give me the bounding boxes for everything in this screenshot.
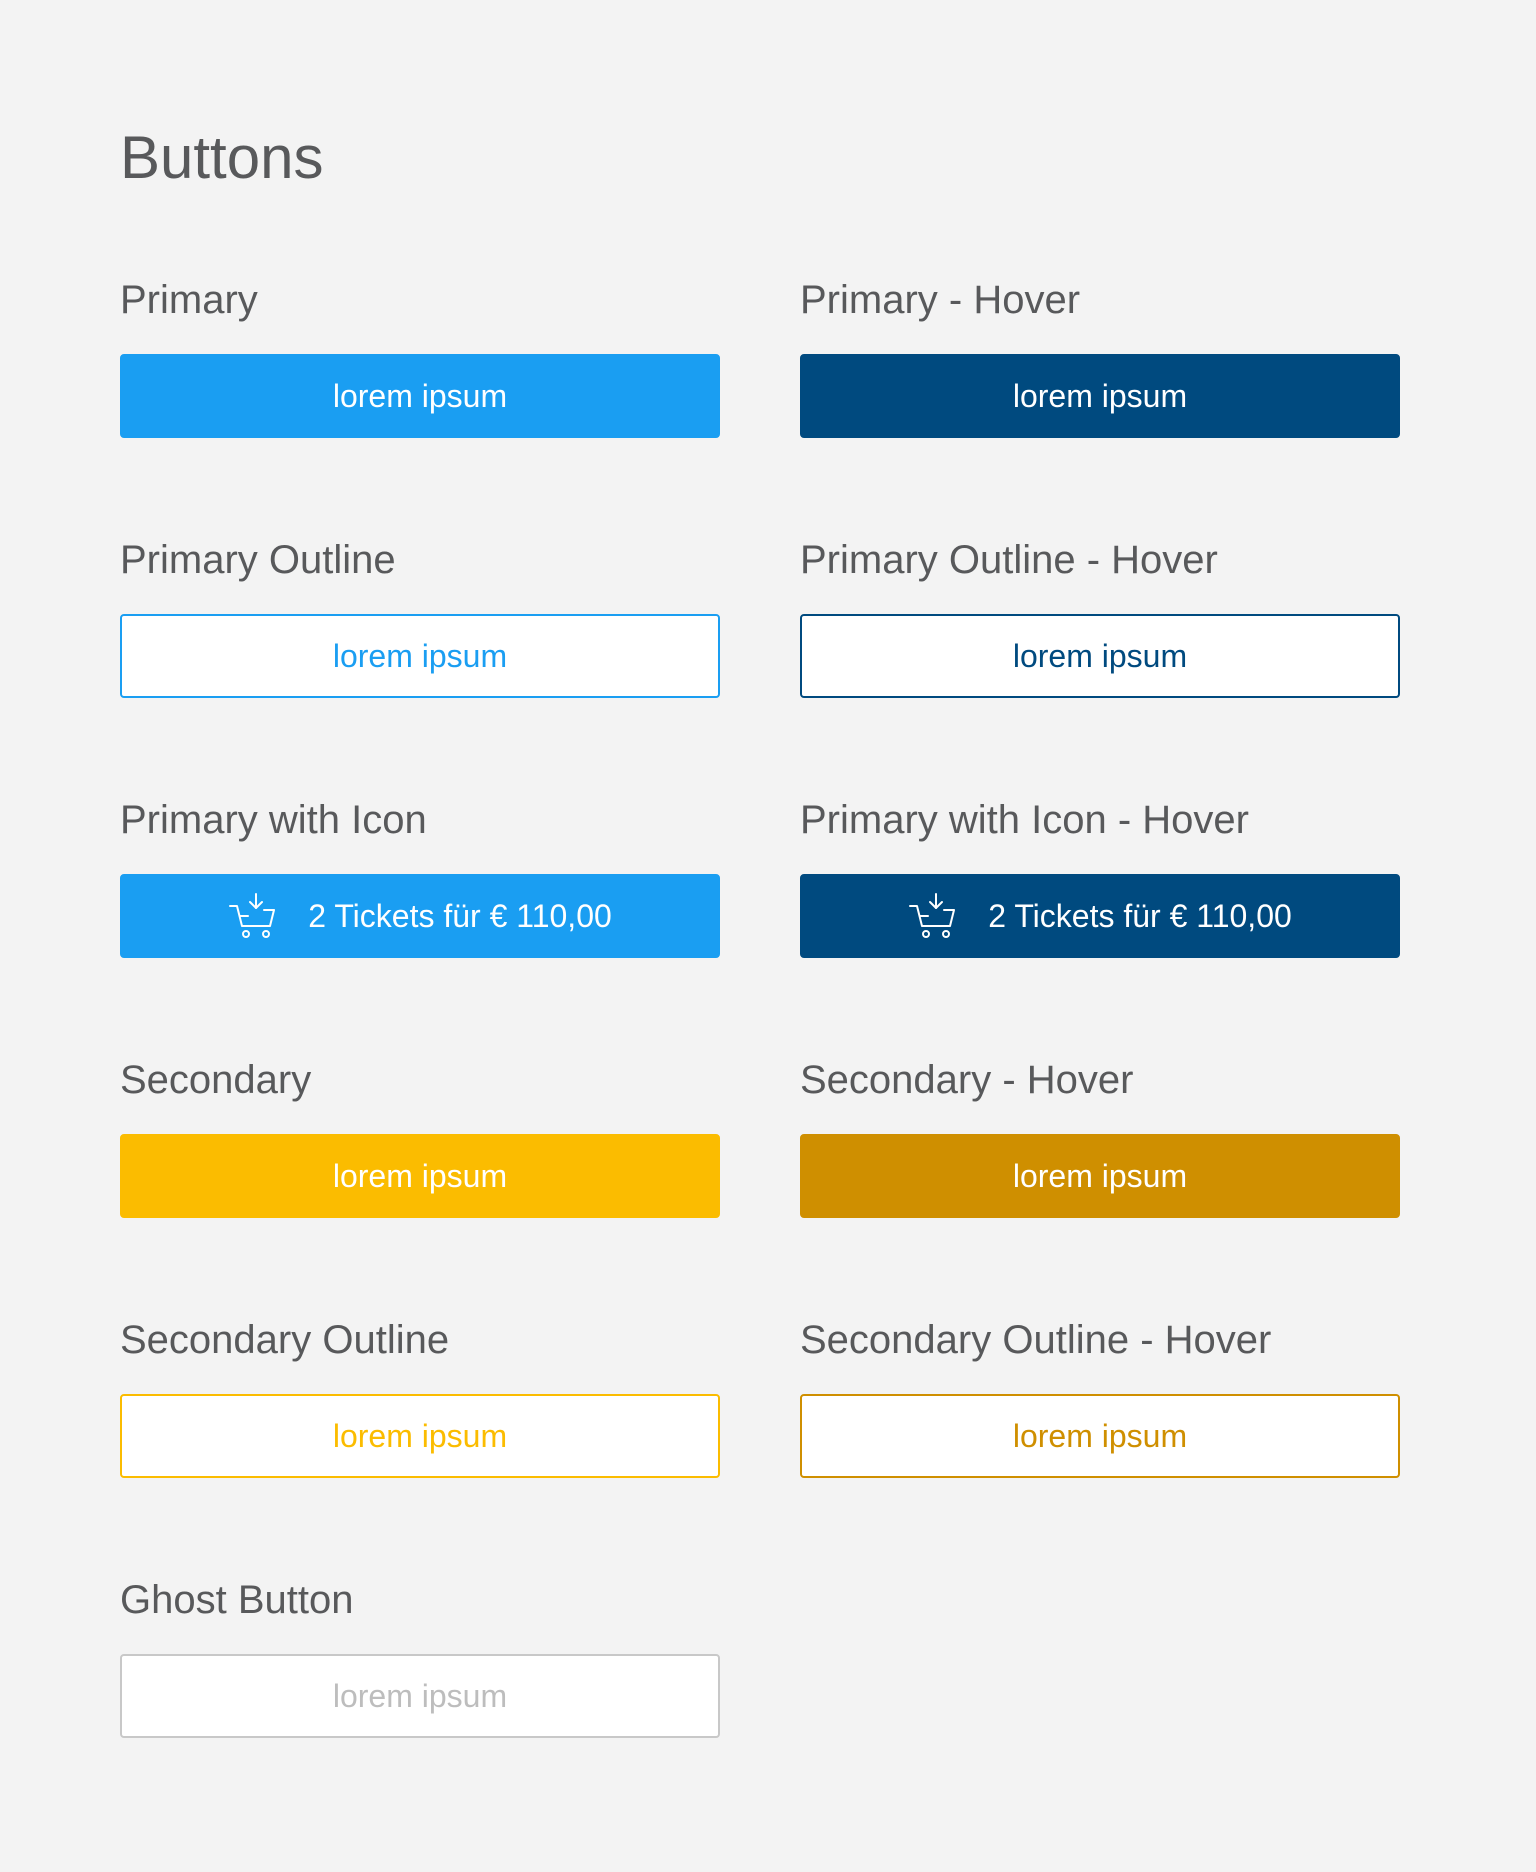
section-label: Secondary Outline (120, 1318, 450, 1362)
primary-outline-button[interactable] (120, 614, 720, 698)
button-styleguide-page (120, 0, 1416, 1872)
secondary-outline-button[interactable] (120, 1394, 720, 1478)
primary-button[interactable] (120, 354, 720, 438)
section-label: Primary with Icon - Hover (800, 798, 1249, 842)
button-label: lorem ipsum (332, 638, 508, 674)
button-label: lorem ipsum (332, 378, 508, 414)
ghost-button[interactable] (120, 1654, 720, 1738)
secondary-outline-hover-button[interactable] (800, 1394, 1400, 1478)
primary-hover-button[interactable] (800, 354, 1400, 438)
primary-icon-hover-button[interactable] (800, 874, 1400, 958)
secondary-hover-button[interactable] (800, 1134, 1400, 1218)
button-label: lorem ipsum (1012, 1418, 1188, 1454)
shopping-cart-add-icon (228, 892, 278, 940)
shopping-cart-add-icon (908, 892, 958, 940)
button-label: lorem ipsum (1012, 638, 1188, 674)
button-label: lorem ipsum (332, 1418, 508, 1454)
secondary-button[interactable] (120, 1134, 720, 1218)
section-label: Primary Outline - Hover (800, 538, 1218, 582)
primary-outline-hover-button[interactable] (800, 614, 1400, 698)
button-label: lorem ipsum (332, 1678, 508, 1714)
button-label: 2 Tickets für € 110,00 (308, 898, 612, 934)
section-label: Secondary - Hover (800, 1058, 1134, 1102)
page-title: Buttons (120, 124, 324, 191)
section-label: Primary (120, 278, 258, 322)
section-label: Primary with Icon (120, 798, 427, 842)
button-label: 2 Tickets für € 110,00 (988, 898, 1292, 934)
section-label: Primary - Hover (800, 278, 1081, 322)
section-label: Ghost Button (120, 1578, 354, 1622)
primary-icon-button[interactable] (120, 874, 720, 958)
section-label: Primary Outline (120, 538, 396, 582)
section-label: Secondary (120, 1058, 312, 1102)
button-label: lorem ipsum (1012, 1158, 1188, 1194)
button-label: lorem ipsum (332, 1158, 508, 1194)
button-label: lorem ipsum (1012, 378, 1188, 414)
section-label: Secondary Outline - Hover (800, 1318, 1272, 1362)
